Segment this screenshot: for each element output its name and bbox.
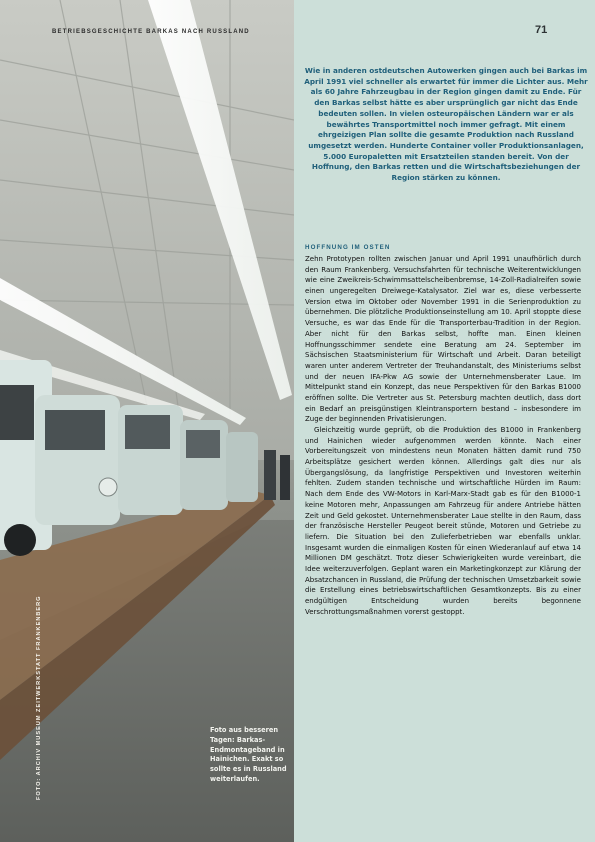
factory-photo <box>0 0 294 842</box>
article-body <box>305 254 581 617</box>
running-title: BETRIEBSGESCHICHTE BARKAS NACH RUSSLAND <box>52 29 250 35</box>
assembly-line-illustration <box>0 0 294 842</box>
section-heading: HOFFNUNG IM OSTEN <box>305 244 391 251</box>
photo-caption: Foto aus besseren Tagen: Barkas-Endmontageband in Hainichen. Exakt so sollte es in Russland weiterlaufen. <box>210 726 287 783</box>
page-number: 71 <box>535 24 548 36</box>
body-paragraph: Zehn Prototypen rollten zwischen Januar und April 1991 unaufhörlich durch den Raum Frankenberg. Versuchsfahrten für technische Weiterentwicklungen wie eine Zweikreis-Schwimmsattelscheibenbremse, 14-Zoll-Radialreifen sowie einen ungeregelten Dreiwege-Katalysator. Ziel war es, diese verbesserte Version etwa im Oktober oder November 1991 in die Serienproduktion zu übernehmen. Die plötzliche Produktionseinstellung am 10. April stoppte diese Versuche, es war das Ende für die Transporterbau-Tradition in der Region. Aber nicht für den Barkas selbst, hoffte man. Einen kleinen Hoffnungsschimmer sendete eine Beratung am 24. September im Sächsischen Staatsministerium für Wirtschaft und Arbeit. Daran beteiligt waren unter anderem Vertreter der Treuhandanstalt, des Ministeriums selbst und der neuen IFA-Pkw AG sowie der Unternehmensberater Laue. Im Mittelpunkt stand ein Konzept, das neue Perspektiven für den Barkas B1000 eröffnen sollte. Die Vertreter aus St. Petersburg machten deutlich, dass dort ein Bedarf an preisgünstigen Kleintransportern bestand – insbesondere im Zuge der beginnenden Privatisierungen. <box>305 255 581 424</box>
photo-credit: FOTO: ARCHIV MUSEUM ZEITWERKSTATT FRANKENBERG <box>36 595 42 800</box>
lead-paragraph: Wie in anderen ostdeutschen Autowerken gingen auch bei Barkas im April 1991 viel schneller als erwartet für immer die Lichter aus. Mehr als 60 Jahre Fahrzeugbau in der Region gingen damit zu Ende. Für den Barkas selbst hätte es aber ursprünglich gar nicht das Ende bedeuten sollen. In vielen osteuropäischen Ländern war er als bewährtes Transportmittel noch immer gefragt. Mit einem ehrgeizigen Plan sollte die gesamte Produktion nach Russland umgesetzt werden. Hunderte Container voller Produktionsanlagen, 5.000 Europaletten mit Ersatzteilen standen bereit. Von der Hoffnung, den Barkas retten und die Wirtschaftsbeziehungen der Region stärken zu können. <box>304 66 588 183</box>
body-paragraph: Gleichzeitig wurde geprüft, ob die Produktion des B1000 in Frankenberg und Hainichen wieder aufgenommen werden könnte. Nach einer Vorbereitungszeit von mindestens neun Monaten hätten damit rund 750 Arbeitsplätze gesichert werden können. Allerdings galt dies nur als Übergangslösung, da langfristige Perspektiven und Investoren weiterhin fehlten. Zudem standen technische und wirtschaftliche Hürden im Raum: Nach dem Ende des VW-Motors in Karl-Marx-Stadt gab es für den B1000-1 keine Motoren mehr, Anpassungen am Fahrzeug für andere Antriebe hätten Zeit und Geld gekostet. Unternehmensberater Laue stellte in den Raum, dass der französische Hersteller Peugeot bereit stünde, Motoren und Getriebe zu liefern. Die Situation bei den Zulieferbetrieben war ebenfalls unklar. Insgesamt wurden die einmaligen Kosten für einen Wiederanlauf auf etwa 14 Millionen DM geschätzt. Trotz dieser Schwierigkeiten wurde vereinbart, die Idee weiterzuverfolgen. Geplant waren ein Marketingkonzept zur Klärung der Absatzchancen in Russland, die Prüfung der technischen Umsetzbarkeit sowie die Erstellung eines betriebswirtschaftlichen Gesamtkonzepts. Bis zu einer endgültigen Entscheidung wurden bereits begonnene Verschrottungsmaßnahmen vorerst gestoppt. <box>305 426 581 616</box>
